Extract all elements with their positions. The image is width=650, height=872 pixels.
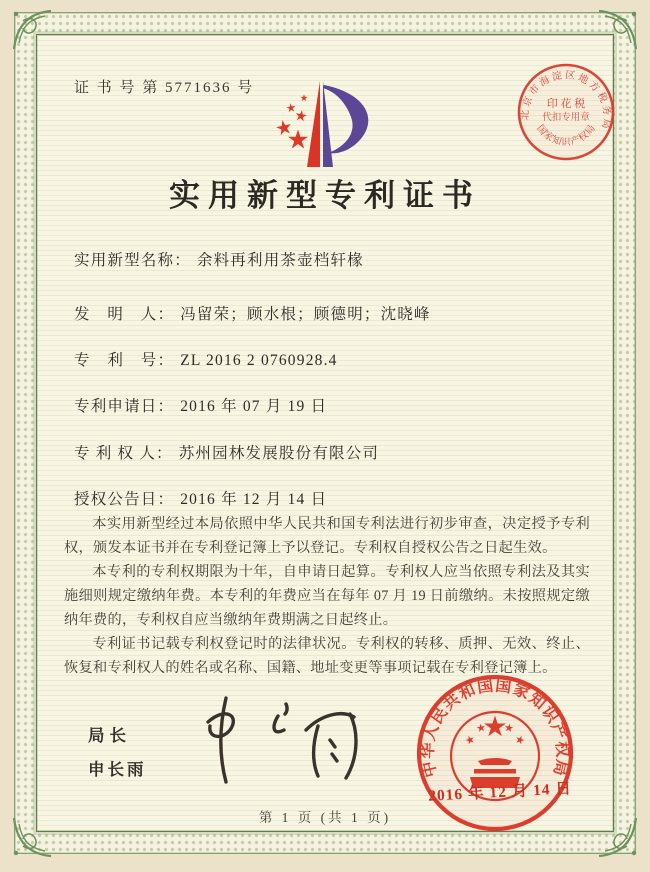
field-label: 专利申请日： — [74, 398, 175, 415]
certificate-title: 实用新型专利证书 — [169, 178, 481, 213]
field-value: 2016 年 07 月 19 日 — [180, 398, 328, 415]
field-value: 2016 年 12 月 14 日 — [180, 491, 328, 508]
field-label: 专 利 权 人： — [74, 445, 173, 462]
field-label: 实用新型名称： — [74, 252, 191, 269]
body-paragraph: 专利证书记载专利权登记时的法律状况。专利权的转移、质押、无效、终止、恢复和专利权人的姓名或名称、国籍、地址变更等事项记载在专利登记簿上。 — [64, 636, 590, 676]
field-row-filing-date — [74, 394, 327, 416]
director-title: 局长 — [88, 726, 131, 745]
certificate-number: 证 书 号 第 5771636 号 — [74, 80, 255, 96]
seal-arc-text: 中华人民共和国国家知识产权局 — [419, 677, 571, 779]
tax-stamp-arc-top: 北京市海淀区地方税务局 — [519, 69, 613, 131]
field-row-name — [74, 248, 364, 270]
field-row-inventors — [74, 302, 431, 324]
field-value: 苏州园林发展股份有限公司 — [178, 445, 380, 462]
director-name: 申长雨 — [88, 760, 147, 779]
field-label: 专 利 号： — [74, 352, 175, 369]
tax-stamp-center-line2: 代扣专用章 — [542, 113, 590, 123]
field-value: ZL 2016 2 0760928.4 — [180, 352, 338, 369]
field-value: 余料再利用茶壶档轩椽 — [196, 252, 364, 269]
field-value: 冯留荣；顾水根；顾德明；沈晓峰 — [180, 306, 431, 323]
field-row-patentee — [74, 441, 379, 463]
page-footer: 第 1 页 (共 1 页) — [258, 810, 392, 825]
field-row-grant-date — [74, 487, 327, 509]
seal-date: 2016 年 12 月 14 日 — [427, 780, 573, 805]
tax-stamp-center-line1: 印 花 税 — [546, 98, 586, 110]
field-row-patent-number — [74, 348, 338, 370]
field-label: 发 明 人： — [74, 306, 175, 323]
tax-stamp-arc-bottom: 国家知识产权局 — [534, 123, 598, 148]
cnipa-logo-icon — [266, 78, 388, 170]
field-label: 授权公告日： — [74, 491, 175, 508]
tax-stamp-icon — [514, 60, 618, 164]
body-paragraph: 本实用新型经过本局依照中华人民共和国专利法进行初步审查，决定授予专利权，颁发本证书并在专利登记簿上予以登记。专利权自授权公告之日起生效。 — [64, 516, 590, 556]
director-signature-icon — [182, 686, 378, 790]
legal-text-block — [64, 512, 590, 680]
body-paragraph: 本专利的专利权期限为十年，自申请日起算。专利权人应当依照专利法及其实施细则规定缴纳年费。本专利的年费应当在每年 07 月 19 日前缴纳。未按照规定缴纳年费的，专利权自应当缴纳年费期满之日起终止。 — [64, 564, 590, 628]
